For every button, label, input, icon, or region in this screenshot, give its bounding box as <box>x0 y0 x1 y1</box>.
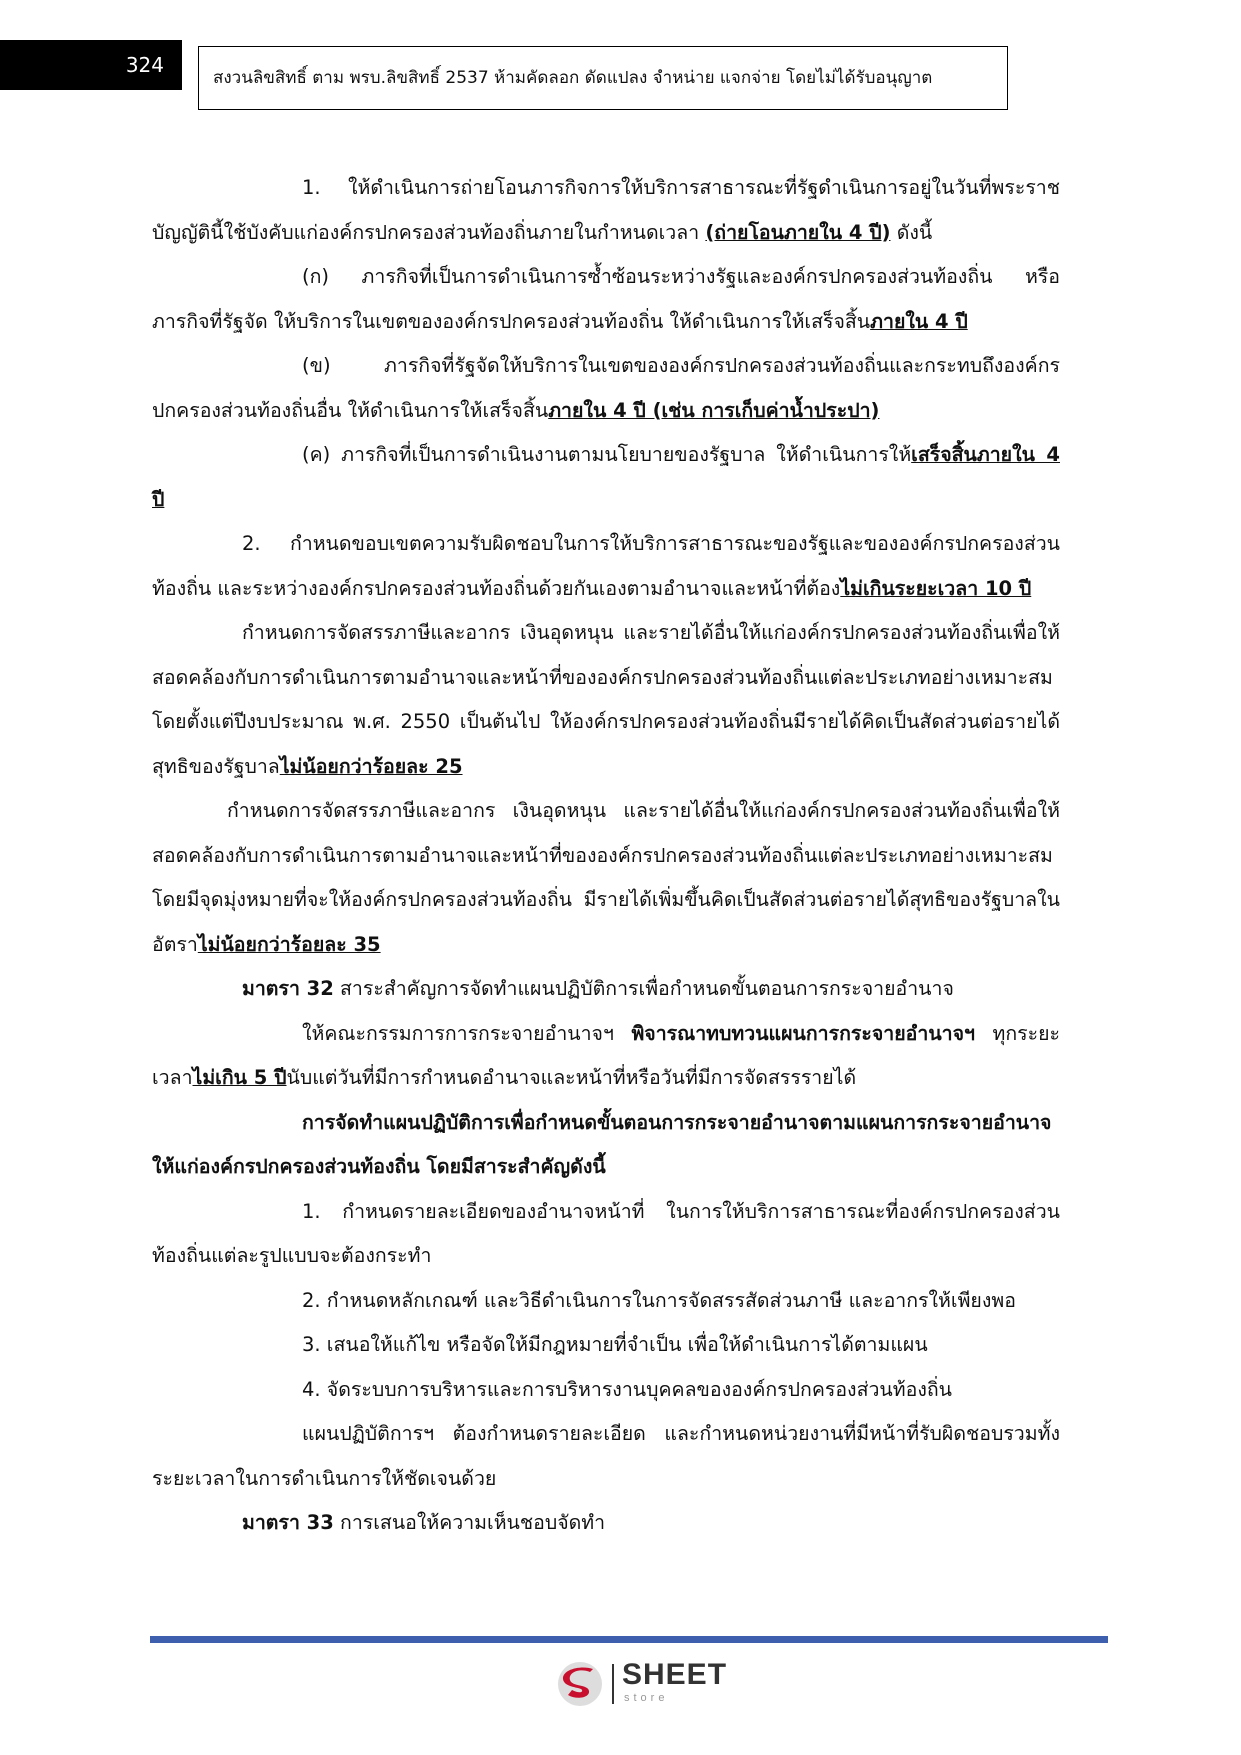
text-span: (ค) ภารกิจที่เป็นการดำเนินงานตามนโยบายของรัฐบาล ให้ดำเนินการให้ <box>302 443 912 466</box>
text-span: กำหนดการจัดสรรภาษีและอากร เงินอุดหนุน และรายได้อื่นให้แก่องค์กรปกครองส่วนท้องถิ่นเพื่อให้สอดคล้องกับการดำเนินการตามอำนาจและหน้าที่ขององค์กรปกครองส่วนท้องถิ่นแต่ละประเภทอย่างเหมาะสม โดยตั้งแต่ปีงบประมาณ พ.ศ. 2550 เป็นต้นไป ให้องค์กรปกครองส่วนท้องถิ่นมีรายได้คิดเป็นสัดส่วนต่อรายได้สุทธิของรัฐบาล <box>152 621 1060 778</box>
text-span: แผนปฏิบัติการฯ ต้องกำหนดรายละเอียด และกำหนดหน่วยงานที่มีหน้าที่รับผิดชอบรวมทั้งระยะเวลาในการดำเนินการให้ชัดเจนด้วย <box>152 1422 1060 1490</box>
paragraph-plan-item-2 <box>152 1279 1060 1324</box>
emphasis-text: ไม่เกิน 5 ปี <box>192 1066 287 1089</box>
paragraph-plan-item-3 <box>152 1323 1060 1368</box>
text-span: 1. ให้ดำเนินการถ่ายโอนภารกิจการให้บริการสาธารณะที่รัฐดำเนินการอยู่ในวันที่พระราชบัญญัตินี้ใช้บังคับแก่องค์กรปกครองส่วนท้องถิ่นภายในกำหนดเวลา <box>152 176 1060 244</box>
text-span: 4. จัดระบบการบริหารและการบริหารงานบุคคลขององค์กรปกครองส่วนท้องถิ่น <box>302 1377 952 1401</box>
text-span: ดังนี้ <box>890 220 933 244</box>
logo-separator <box>612 1664 614 1704</box>
paragraph-tax-allocation-25 <box>152 611 1060 789</box>
logo-subtext: store <box>624 1692 669 1704</box>
paragraph-section-33 <box>152 1501 1060 1546</box>
logo-s-icon <box>556 1660 604 1708</box>
emphasis-text: (ถ่ายโอนภายใน 4 ปี) <box>705 220 891 244</box>
text-span: 3. เสนอให้แก้ไข หรือจัดให้มีกฎหมายที่จำเป็น เพื่อให้ดำเนินการได้ตามแผน <box>302 1333 928 1356</box>
paragraph-review-plan <box>152 1012 1060 1101</box>
paragraph-action-plan-heading <box>152 1101 1060 1190</box>
paragraph-section-32 <box>152 967 1060 1012</box>
paragraph-plan-item-4 <box>152 1368 1060 1413</box>
paragraph-tax-allocation-35 <box>152 789 1060 967</box>
copyright-header <box>198 46 1008 110</box>
text-span: 2. กำหนดหลักเกณฑ์ และวิธีดำเนินการในการจัดสรรสัดส่วนภาษี และอากรให้เพียงพอ <box>302 1288 1016 1312</box>
section-label: มาตรา 32 <box>242 977 334 1000</box>
emphasis-text: เสร็จสิ้นภายใน 4 ปี <box>152 443 1060 511</box>
emphasis-text: ภายใน 4 ปี (เช่น การเก็บค่าน้ำประปา) <box>548 398 880 422</box>
page-number-text: 324 <box>125 53 164 77</box>
paragraph-item-kho-khwai <box>152 433 1060 522</box>
text-span: (ก) ภารกิจที่เป็นการดำเนินการซ้ำซ้อนระหว่างรัฐและองค์กรปกครองส่วนท้องถิ่น หรือภารกิจที่รัฐจัด ให้บริการในเขตขององค์กรปกครองส่วนท้องถิ่น ให้ดำเนินการให้เสร็จสิ้น <box>152 265 1060 333</box>
document-body <box>152 166 1060 1546</box>
emphasis-text: ไม่น้อยกว่าร้อยละ 25 <box>279 754 463 778</box>
text-span: ทุกระยะเวลา <box>152 1021 1060 1089</box>
paragraph-transfer-mission <box>152 166 1060 255</box>
text-span: สาระสำคัญการจัดทำแผนปฏิบัติการเพื่อกำหนดขั้นตอนการกระจายอำนาจ <box>333 977 954 1000</box>
text-span: 2. กำหนดขอบเขตความรับผิดชอบในการให้บริการสาธารณะของรัฐและขององค์กรปกครองส่วนท้องถิ่น และระหว่างองค์กรปกครองส่วนท้องถิ่นด้วยกันเองตามอำนาจและหน้าที่ต้อง <box>152 532 1060 600</box>
bold-text: พิจารณาทบทวนแผนการกระจายอำนาจฯ <box>631 1021 975 1045</box>
text-span: 1. กำหนดรายละเอียดของอำนาจหน้าที่ ในการให้บริการสาธารณะที่องค์กรปกครองส่วนท้องถิ่นแต่ละรูปแบบจะต้องกระทำ <box>152 1199 1060 1267</box>
page-number <box>0 40 182 90</box>
text-span: นับแต่วันที่มีการกำหนดอำนาจและหน้าที่หรือวันที่มีการจัดสรรรายได้ <box>286 1066 857 1089</box>
paragraph-item-ka <box>152 255 1060 344</box>
text-span: (ข) ภารกิจที่รัฐจัดให้บริการในเขตขององค์กรปกครองส่วนท้องถิ่นและกระทบถึงองค์กรปกครองส่วนท้องถิ่นอื่น ให้ดำเนินการให้เสร็จสิ้น <box>152 354 1060 422</box>
footer-divider <box>150 1636 1108 1643</box>
text-span: กำหนดการจัดสรรภาษีและอากร เงินอุดหนุน และรายได้อื่นให้แก่องค์กรปกครองส่วนท้องถิ่นเพื่อให้สอดคล้องกับการดำเนินการตามอำนาจและหน้าที่ขององค์กรปกครองส่วนท้องถิ่นแต่ละประเภทอย่างเหมาะสม โดยมีจุดมุ่งหมายที่จะให้องค์กรปกครองส่วนท้องถิ่น มีรายได้เพิ่มขึ้นคิดเป็นสัดส่วนต่อรายได้สุทธิของรัฐบาลในอัตรา <box>152 799 1060 956</box>
copyright-notice: สงวนลิขสิทธิ์ ตาม พรบ.ลิขสิทธิ์ 2537 ห้ามคัดลอก ดัดแปลง จำหน่าย แจกจ่าย โดยไม่ได้รับอนุญาต <box>213 68 933 88</box>
sheet-store-logo <box>556 1658 726 1712</box>
paragraph-plan-item-1 <box>152 1190 1060 1279</box>
section-label: มาตรา 33 <box>242 1511 334 1534</box>
paragraph-scope-responsibility <box>152 522 1060 611</box>
text-span: การเสนอให้ความเห็นชอบจัดทำ <box>333 1511 606 1534</box>
logo-wordmark: SHEET <box>622 1658 728 1691</box>
emphasis-text: ไม่น้อยกว่าร้อยละ 35 <box>197 932 381 956</box>
emphasis-text: ไม่เกินระยะเวลา 10 ปี <box>840 576 1032 600</box>
paragraph-item-kho <box>152 344 1060 433</box>
bold-text: การจัดทำแผนปฏิบัติการเพื่อกำหนดขั้นตอนการกระจายอำนาจตามแผนการกระจายอำนาจให้แก่องค์กรปกครองส่วนท้องถิ่น โดยมีสาระสำคัญดังนี้ <box>152 1110 1052 1178</box>
text-span: ให้คณะกรรมการการกระจายอำนาจฯ <box>302 1021 632 1045</box>
paragraph-plan-detail <box>152 1412 1060 1501</box>
emphasis-text: ภายใน 4 ปี <box>870 309 968 333</box>
